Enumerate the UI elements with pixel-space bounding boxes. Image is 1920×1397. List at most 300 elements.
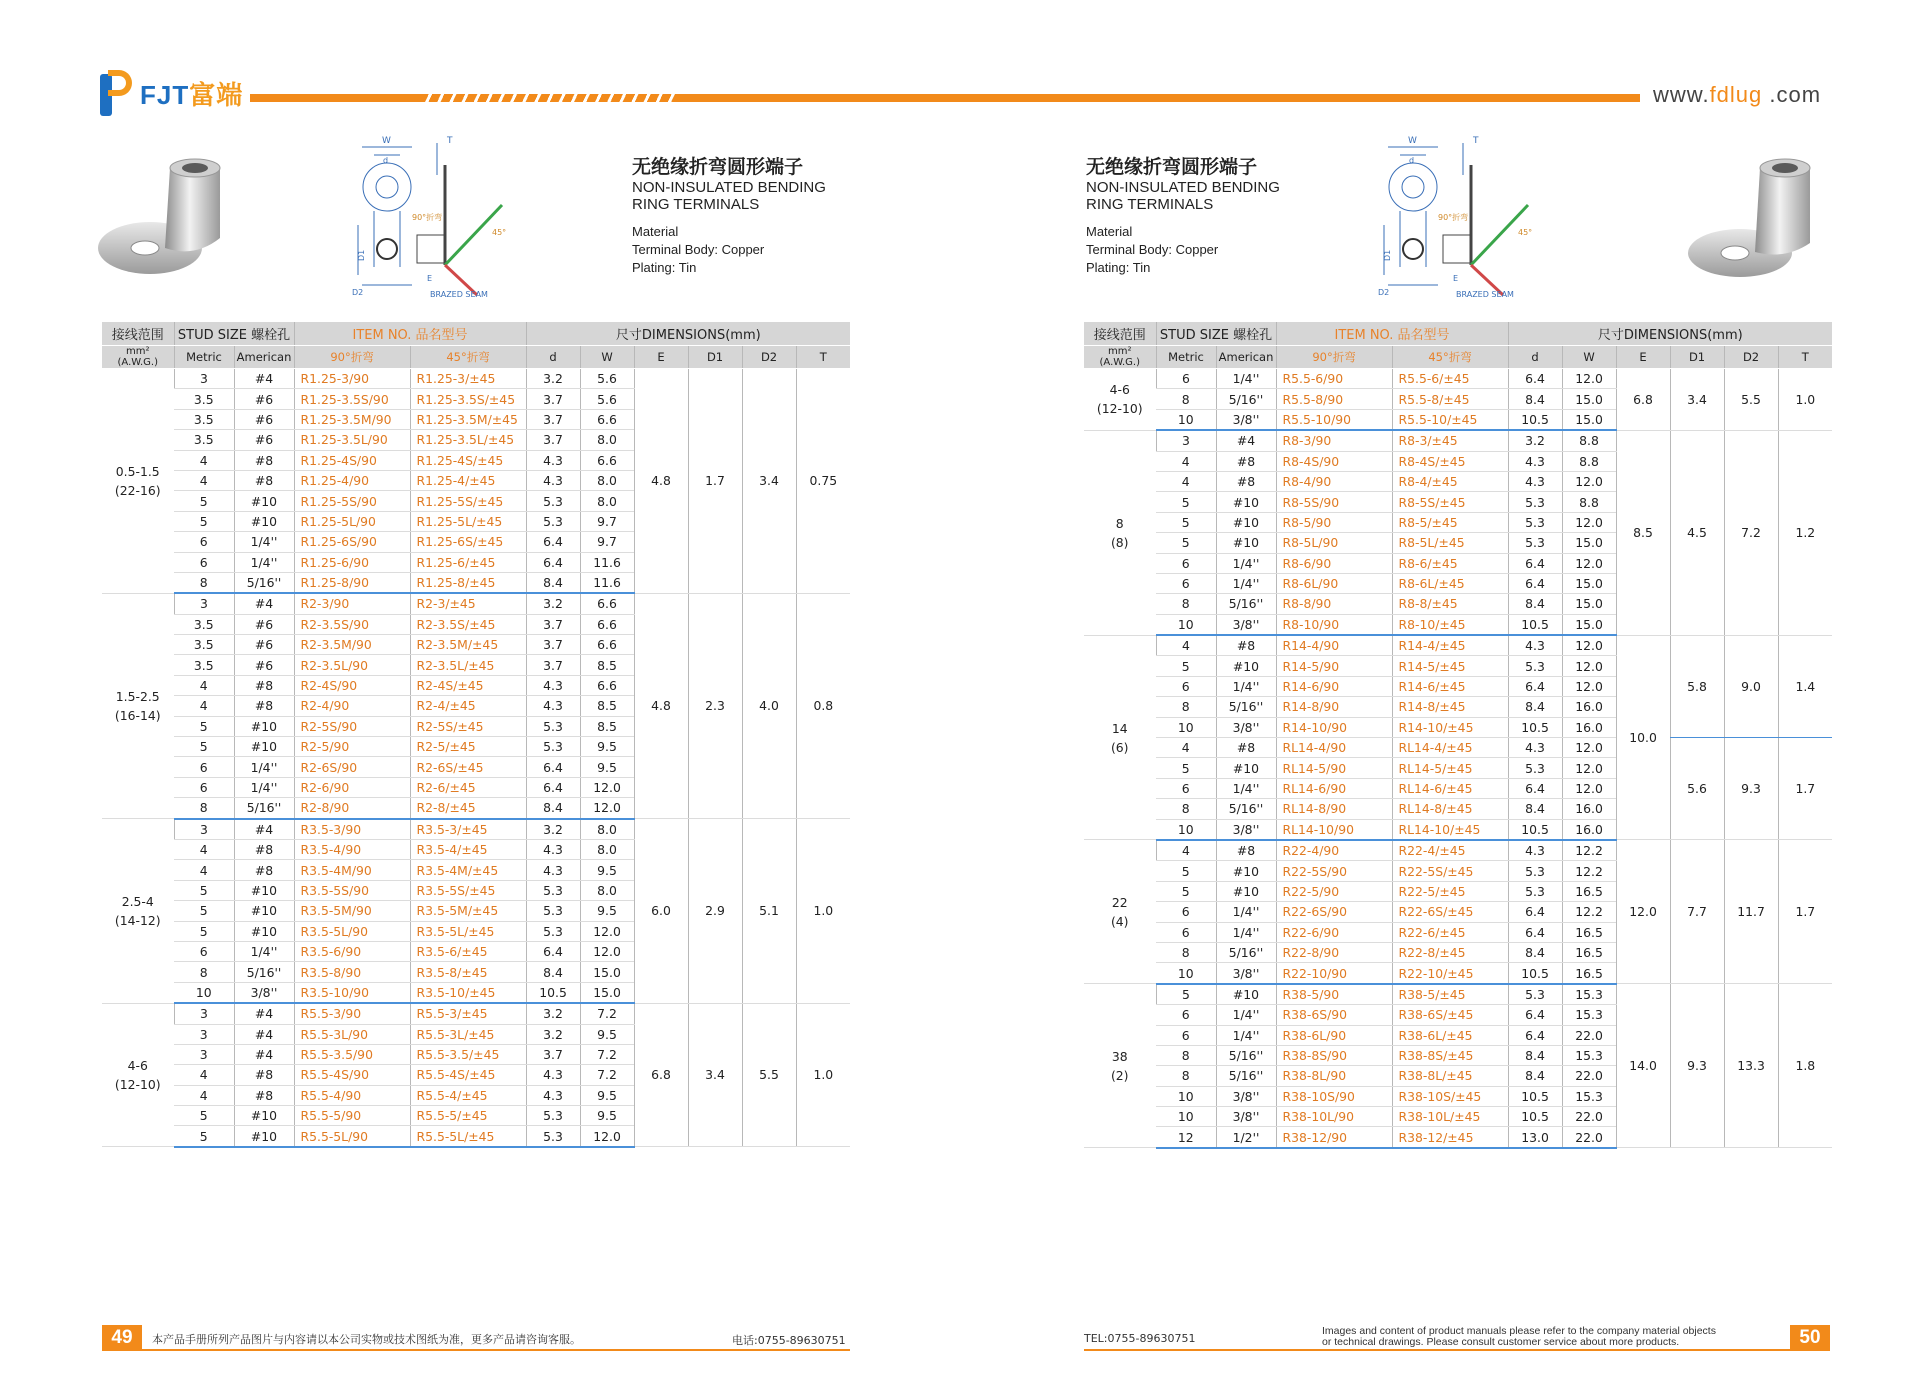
- item-no-45: R3.5-5M/±45: [410, 901, 526, 921]
- dim-w: 12.0: [1562, 635, 1616, 656]
- item-no-90: R38-10S/90: [1276, 1086, 1392, 1106]
- product-title-en-2: RING TERMINALS: [632, 196, 760, 213]
- dim-t: 1.4: [1778, 635, 1832, 737]
- stud-american: 3/8'': [1216, 1107, 1276, 1127]
- dim-d: 8.4: [526, 798, 580, 819]
- dim-d2: 5.1: [742, 819, 796, 1004]
- stud-metric: 3.5: [174, 614, 234, 634]
- dim-w: 12.2: [1562, 861, 1616, 881]
- dim-d: 6.4: [1508, 1005, 1562, 1025]
- item-no-45: R2-4S/±45: [410, 675, 526, 695]
- dim-d: 3.2: [526, 369, 580, 389]
- dim-d: 4.3: [526, 450, 580, 470]
- dim-w: 12.0: [580, 798, 634, 819]
- stud-metric: 10: [1156, 614, 1216, 635]
- item-no-45: R3.5-5L/±45: [410, 921, 526, 941]
- dim-d: 4.3: [1508, 840, 1562, 861]
- stud-american: 1/4'': [1216, 369, 1276, 389]
- dim-w: 22.0: [1562, 1025, 1616, 1045]
- item-no-45: R22-6S/±45: [1392, 902, 1508, 922]
- wire-range-awg: (4): [1110, 913, 1129, 929]
- table-row: [102, 593, 850, 614]
- dim-w: 12.0: [580, 921, 634, 941]
- dim-w: 16.5: [1562, 922, 1616, 942]
- stud-metric: 6: [1156, 1005, 1216, 1025]
- dim-d: 3.2: [526, 1024, 580, 1044]
- dim-d: 3.7: [526, 409, 580, 429]
- item-no-45: R38-5/±45: [1392, 984, 1508, 1005]
- svg-text:D1: D1: [1383, 249, 1392, 261]
- dim-t: 1.0: [796, 1003, 850, 1147]
- dim-w: 16.0: [1562, 697, 1616, 717]
- wire-range-awg: (2): [1110, 1067, 1129, 1083]
- stud-american: #6: [234, 614, 294, 634]
- item-no-45: R22-6/±45: [1392, 922, 1508, 942]
- stud-metric: 5: [1156, 656, 1216, 676]
- stud-american: 1/4'': [1216, 573, 1276, 593]
- material-label: Material: [1086, 224, 1133, 239]
- stud-american: 1/4'': [1216, 1025, 1276, 1045]
- header-dimensions: 尺寸DIMENSIONS(mm): [1508, 322, 1832, 346]
- item-no-90: R2-8/90: [294, 798, 410, 819]
- dim-w: 7.2: [580, 1003, 634, 1024]
- product-title-cn: 无绝缘折弯圆形端子: [632, 156, 804, 178]
- stud-metric: 4: [174, 1065, 234, 1085]
- dim-t: 1.8: [1778, 984, 1832, 1148]
- stud-metric: 6: [1156, 573, 1216, 593]
- item-no-45: R38-8L/±45: [1392, 1066, 1508, 1086]
- terminal-photo-right: [1660, 148, 1830, 288]
- item-no-90: R22-6S/90: [1276, 902, 1392, 922]
- spec-table-left: [102, 322, 850, 1148]
- item-no-90: R3.5-5M/90: [294, 901, 410, 921]
- svg-text:E: E: [427, 274, 433, 283]
- stud-metric: 5: [1156, 512, 1216, 532]
- dim-w: 8.0: [580, 819, 634, 840]
- website-url[interactable]: www.fdlug .com: [1653, 82, 1822, 107]
- dim-d: 10.5: [1508, 409, 1562, 430]
- item-no-45: R5.5-10/±45: [1392, 409, 1508, 430]
- item-no-90: RL14-5/90: [1276, 758, 1392, 778]
- item-no-90: R1.25-5L/90: [294, 511, 410, 531]
- stud-american: #10: [234, 716, 294, 736]
- item-no-90: R8-6L/90: [1276, 573, 1392, 593]
- dim-d: 6.4: [1508, 369, 1562, 389]
- item-no-45: R5.5-8/±45: [1392, 389, 1508, 409]
- stud-metric: 10: [1156, 1107, 1216, 1127]
- stud-american: #8: [1216, 451, 1276, 471]
- stud-american: #10: [1216, 861, 1276, 881]
- item-no-90: R5.5-3.5/90: [294, 1044, 410, 1064]
- dim-t: 1.0: [1778, 369, 1832, 431]
- stud-metric: 12: [1156, 1127, 1216, 1148]
- dim-d: 6.4: [526, 941, 580, 961]
- header-metric: Metric: [1156, 346, 1216, 369]
- dim-w: 22.0: [1562, 1066, 1616, 1086]
- item-no-90: R8-5S/90: [1276, 492, 1392, 512]
- stud-american: #10: [234, 1106, 294, 1126]
- dimension-diagram-left: [352, 135, 527, 300]
- dim-w: 8.8: [1562, 451, 1616, 471]
- stud-metric: 8: [174, 572, 234, 593]
- dim-d: 3.7: [526, 389, 580, 409]
- dim-w: 15.3: [1562, 1005, 1616, 1025]
- dim-d: 6.4: [526, 757, 580, 777]
- stud-metric: 5: [174, 901, 234, 921]
- stud-metric: 3: [174, 1003, 234, 1024]
- stud-american: #8: [234, 696, 294, 716]
- stud-american: #10: [1216, 881, 1276, 901]
- footer-note-right: [1322, 1326, 1716, 1348]
- svg-text:T: T: [1473, 136, 1479, 146]
- dim-d: 13.0: [1508, 1127, 1562, 1148]
- stud-metric: 6: [1156, 553, 1216, 573]
- dim-w: 15.0: [580, 962, 634, 982]
- stud-metric: 4: [174, 450, 234, 470]
- stud-american: 5/16'': [234, 962, 294, 982]
- dim-d: 6.4: [1508, 1025, 1562, 1045]
- table-row: [1084, 840, 1832, 861]
- dim-w: 12.0: [1562, 369, 1616, 389]
- dim-d: 3.2: [1508, 430, 1562, 451]
- item-no-90: R5.5-5L/90: [294, 1126, 410, 1147]
- table-row: [1084, 984, 1832, 1005]
- header-dim-d1: D1: [688, 346, 742, 369]
- stud-american: 5/16'': [234, 572, 294, 593]
- dim-w: 12.0: [1562, 676, 1616, 696]
- stud-american: 1/4'': [234, 777, 294, 797]
- dim-e: 14.0: [1616, 984, 1670, 1148]
- svg-text:45°: 45°: [1518, 228, 1533, 237]
- item-no-45: R38-12/±45: [1392, 1127, 1508, 1148]
- stud-american: #10: [1216, 533, 1276, 553]
- stud-metric: 6: [174, 552, 234, 572]
- dim-w: 16.5: [1562, 942, 1616, 962]
- footer-rule-right: [1084, 1349, 1790, 1351]
- stud-american: 1/4'': [234, 941, 294, 961]
- stud-american: #10: [234, 511, 294, 531]
- item-no-90: R1.25-4/90: [294, 470, 410, 490]
- stud-american: #10: [234, 1126, 294, 1147]
- item-no-90: R5.5-3L/90: [294, 1024, 410, 1044]
- dim-e: 6.0: [634, 819, 688, 1004]
- stud-american: 5/16'': [234, 798, 294, 819]
- stud-metric: 10: [1156, 1086, 1216, 1106]
- dim-w: 12.0: [580, 1126, 634, 1147]
- dim-d: 4.3: [526, 1065, 580, 1085]
- dim-w: 22.0: [1562, 1127, 1616, 1148]
- stud-metric: 10: [1156, 963, 1216, 984]
- dim-w: 12.0: [1562, 553, 1616, 573]
- dim-d: 6.4: [526, 532, 580, 552]
- material-body: Terminal Body: Copper: [1086, 242, 1219, 257]
- dim-d: 10.5: [1508, 614, 1562, 635]
- dim-d: 3.7: [526, 614, 580, 634]
- stud-metric: 3.5: [174, 409, 234, 429]
- dim-w: 9.5: [580, 737, 634, 757]
- dim-e: 6.8: [1616, 369, 1670, 431]
- dim-w: 12.0: [1562, 778, 1616, 798]
- dim-d2: 11.7: [1724, 840, 1778, 984]
- item-no-90: RL14-6/90: [1276, 778, 1392, 798]
- item-no-90: R14-10/90: [1276, 717, 1392, 737]
- dim-d2: 9.0: [1724, 635, 1778, 737]
- dim-w: 9.5: [580, 860, 634, 880]
- dimension-diagram-right: [1378, 135, 1553, 300]
- dim-d: 8.4: [1508, 594, 1562, 614]
- item-no-90: R2-5S/90: [294, 716, 410, 736]
- svg-text:BRAZED SEAM: BRAZED SEAM: [430, 290, 488, 299]
- dim-d: 10.5: [1508, 1086, 1562, 1106]
- stud-metric: 4: [174, 839, 234, 859]
- dim-d: 10.5: [1508, 963, 1562, 984]
- material-label: Material: [632, 224, 679, 239]
- item-no-90: R8-5L/90: [1276, 533, 1392, 553]
- item-no-45: R22-5/±45: [1392, 881, 1508, 901]
- spec-table-right: [1084, 322, 1832, 1149]
- item-no-90: R14-6/90: [1276, 676, 1392, 696]
- dim-d2: 3.4: [742, 369, 796, 594]
- item-no-45: R3.5-3/±45: [410, 819, 526, 840]
- stud-metric: 10: [1156, 409, 1216, 430]
- item-no-45: R8-8/±45: [1392, 594, 1508, 614]
- dim-d: 3.2: [526, 593, 580, 614]
- wire-range-cell: [102, 819, 174, 1004]
- item-no-45: R5.5-3L/±45: [410, 1024, 526, 1044]
- stud-metric: 5: [174, 1106, 234, 1126]
- dim-w: 12.0: [580, 941, 634, 961]
- item-no-90: R8-4S/90: [1276, 451, 1392, 471]
- dim-d: 8.4: [1508, 389, 1562, 409]
- dim-w: 8.0: [580, 491, 634, 511]
- stud-american: #4: [234, 1024, 294, 1044]
- wire-range-mm: 4-6: [127, 1057, 148, 1073]
- dim-t: 1.7: [1778, 840, 1832, 984]
- item-no-45: R3.5-4/±45: [410, 839, 526, 859]
- dim-w: 8.0: [580, 839, 634, 859]
- dim-w: 6.6: [580, 614, 634, 634]
- dim-w: 12.0: [1562, 512, 1616, 532]
- stud-metric: 3.5: [174, 430, 234, 450]
- item-no-90: R3.5-8/90: [294, 962, 410, 982]
- header-dim-w: W: [1562, 346, 1616, 369]
- dim-d1: 3.4: [1670, 369, 1724, 431]
- header-american: American: [1216, 346, 1276, 369]
- stud-metric: 10: [1156, 819, 1216, 840]
- stud-american: #4: [234, 593, 294, 614]
- item-no-45: R1.25-6S/±45: [410, 532, 526, 552]
- dim-d2: 5.5: [742, 1003, 796, 1147]
- item-no-45: R38-10S/±45: [1392, 1086, 1508, 1106]
- header-bend-45: 45°折弯: [1392, 346, 1508, 369]
- dim-d: 5.3: [1508, 881, 1562, 901]
- dim-w: 11.6: [580, 552, 634, 572]
- dim-d: 4.3: [526, 470, 580, 490]
- item-no-45: R5.5-3/±45: [410, 1003, 526, 1024]
- item-no-45: R38-10L/±45: [1392, 1107, 1508, 1127]
- dim-w: 15.0: [1562, 573, 1616, 593]
- stud-american: 1/4'': [234, 552, 294, 572]
- stud-metric: 4: [1156, 635, 1216, 656]
- stud-metric: 8: [174, 962, 234, 982]
- dim-w: 16.5: [1562, 881, 1616, 901]
- item-no-45: RL14-4/±45: [1392, 738, 1508, 758]
- stud-metric: 6: [174, 777, 234, 797]
- dim-d: 6.4: [1508, 676, 1562, 696]
- dim-d2: 9.3: [1724, 738, 1778, 840]
- stud-american: 3/8'': [1216, 717, 1276, 737]
- dim-d1: 2.3: [688, 593, 742, 818]
- item-no-45: R1.25-3.5M/±45: [410, 409, 526, 429]
- stud-american: 3/8'': [234, 982, 294, 1003]
- item-no-45: R2-6/±45: [410, 777, 526, 797]
- wire-range-awg: (8): [1110, 534, 1129, 550]
- item-no-45: R8-6/±45: [1392, 553, 1508, 573]
- item-no-45: R14-5/±45: [1392, 656, 1508, 676]
- stud-metric: 5: [1156, 984, 1216, 1005]
- item-no-90: R1.25-3/90: [294, 369, 410, 389]
- item-no-45: R5.5-5L/±45: [410, 1126, 526, 1147]
- dim-d: 5.3: [526, 921, 580, 941]
- dim-w: 8.8: [1562, 492, 1616, 512]
- stud-metric: 8: [174, 798, 234, 819]
- item-no-90: R5.5-10/90: [1276, 409, 1392, 430]
- item-no-90: R3.5-5S/90: [294, 880, 410, 900]
- item-no-90: R1.25-3.5M/90: [294, 409, 410, 429]
- item-no-45: R3.5-6/±45: [410, 941, 526, 961]
- dim-w: 12.0: [1562, 471, 1616, 491]
- stud-metric: 8: [1156, 697, 1216, 717]
- dim-d: 4.3: [526, 1085, 580, 1105]
- item-no-90: R2-3.5M/90: [294, 635, 410, 655]
- dim-w: 15.0: [1562, 389, 1616, 409]
- dim-d: 6.4: [1508, 553, 1562, 573]
- table-row: [1084, 738, 1832, 758]
- header-american: American: [234, 346, 294, 369]
- dim-w: 12.2: [1562, 902, 1616, 922]
- stud-metric: 5: [174, 511, 234, 531]
- item-no-90: R38-10L/90: [1276, 1107, 1392, 1127]
- dim-t: 1.0: [796, 819, 850, 1004]
- item-no-90: R38-8L/90: [1276, 1066, 1392, 1086]
- stud-american: 1/4'': [1216, 922, 1276, 942]
- svg-text:d: d: [1409, 156, 1415, 165]
- dim-d: 5.3: [526, 880, 580, 900]
- dim-w: 8.5: [580, 655, 634, 675]
- dim-d: 10.5: [1508, 819, 1562, 840]
- stud-metric: 8: [1156, 942, 1216, 962]
- stud-american: 1/4'': [1216, 553, 1276, 573]
- table-row: [1084, 369, 1832, 389]
- stud-metric: 4: [174, 1085, 234, 1105]
- dim-d: 5.3: [526, 511, 580, 531]
- item-no-90: R2-5/90: [294, 737, 410, 757]
- item-no-45: R22-8/±45: [1392, 942, 1508, 962]
- item-no-90: R22-4/90: [1276, 840, 1392, 861]
- header-dim-e: E: [634, 346, 688, 369]
- wire-range-cell: [1084, 430, 1156, 635]
- stud-american: #4: [234, 819, 294, 840]
- dim-w: 15.0: [1562, 594, 1616, 614]
- item-no-90: R22-10/90: [1276, 963, 1392, 984]
- stud-metric: 5: [1156, 758, 1216, 778]
- stud-american: #6: [234, 635, 294, 655]
- stud-metric: 6: [1156, 922, 1216, 942]
- svg-text:90°折弯: 90°折弯: [412, 213, 443, 222]
- item-no-90: R1.25-4S/90: [294, 450, 410, 470]
- item-no-90: R5.5-6/90: [1276, 369, 1392, 389]
- dim-w: 9.5: [580, 901, 634, 921]
- product-title-en-1: NON-INSULATED BENDING: [1086, 179, 1280, 196]
- dim-d: 5.3: [526, 491, 580, 511]
- stud-metric: 6: [1156, 778, 1216, 798]
- dim-d1: 3.4: [688, 1003, 742, 1147]
- table-row: [102, 1003, 850, 1024]
- stud-metric: 3: [174, 593, 234, 614]
- stud-metric: 10: [1156, 717, 1216, 737]
- item-no-90: RL14-10/90: [1276, 819, 1392, 840]
- stud-american: #10: [234, 737, 294, 757]
- wire-range-cell: [1084, 840, 1156, 984]
- item-no-90: R8-6/90: [1276, 553, 1392, 573]
- dim-e: 12.0: [1616, 840, 1670, 984]
- header-dim-d1: D1: [1670, 346, 1724, 369]
- item-no-45: R8-5/±45: [1392, 512, 1508, 532]
- dim-w: 6.6: [580, 593, 634, 614]
- dim-w: 22.0: [1562, 1107, 1616, 1127]
- dim-w: 6.6: [580, 675, 634, 695]
- dim-d: 4.3: [1508, 471, 1562, 491]
- dim-d: 8.4: [1508, 942, 1562, 962]
- item-no-45: R2-3.5L/±45: [410, 655, 526, 675]
- item-no-90: R2-4S/90: [294, 675, 410, 695]
- item-no-90: R5.5-4/90: [294, 1085, 410, 1105]
- product-title-left: [632, 152, 826, 277]
- item-no-90: R2-4/90: [294, 696, 410, 716]
- stud-american: #4: [234, 369, 294, 389]
- stud-american: 1/4'': [234, 757, 294, 777]
- stud-american: 5/16'': [1216, 1066, 1276, 1086]
- item-no-90: R2-3.5L/90: [294, 655, 410, 675]
- item-no-45: R5.5-3.5/±45: [410, 1044, 526, 1064]
- item-no-90: R14-4/90: [1276, 635, 1392, 656]
- item-no-45: R5.5-4/±45: [410, 1085, 526, 1105]
- product-title-en-1: NON-INSULATED BENDING: [632, 179, 826, 196]
- stud-metric: 5: [174, 921, 234, 941]
- footer-rule-left: [142, 1349, 850, 1351]
- stud-american: 5/16'': [1216, 697, 1276, 717]
- dim-e: 8.5: [1616, 430, 1670, 635]
- item-no-45: R3.5-5S/±45: [410, 880, 526, 900]
- header-metric: Metric: [174, 346, 234, 369]
- footer-note-right-line1: Images and content of product manuals please refer to the company material objects: [1322, 1325, 1716, 1337]
- dim-d: 4.3: [526, 675, 580, 695]
- dim-w: 12.2: [1562, 840, 1616, 861]
- dim-t: 0.75: [796, 369, 850, 594]
- stud-american: 1/4'': [1216, 778, 1276, 798]
- header-dim-d: d: [526, 346, 580, 369]
- stud-metric: 5: [1156, 861, 1216, 881]
- svg-text:D1: D1: [357, 249, 366, 261]
- item-no-45: R3.5-10/±45: [410, 982, 526, 1003]
- dim-w: 11.6: [580, 572, 634, 593]
- wire-range-cell: [1084, 369, 1156, 431]
- stud-metric: 6: [174, 532, 234, 552]
- dim-w: 9.5: [580, 757, 634, 777]
- dim-d: 5.3: [1508, 533, 1562, 553]
- dim-d: 6.4: [1508, 573, 1562, 593]
- stud-american: #6: [234, 430, 294, 450]
